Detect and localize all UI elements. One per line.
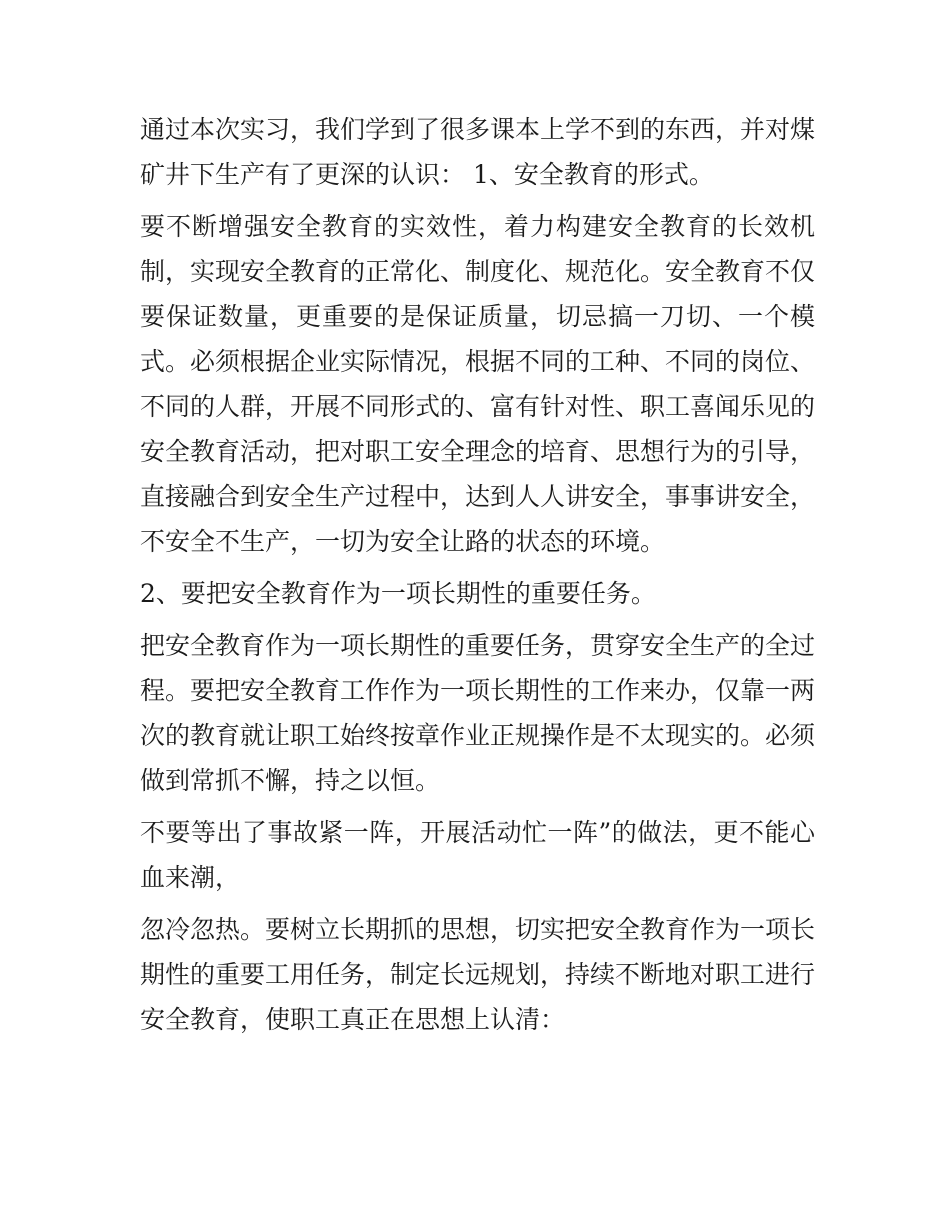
paragraph-heading-2: 2、要把安全教育作为一项长期性的重要任务。 — [140, 579, 656, 608]
paragraph-long-term-task: 把安全教育作为一项长期性的重要任务，贯穿安全生产的全过程。要把安全教育工作作为一项长期性的工作来办，仅靠一两次的教育就让职工始终按章作业正规操作是不太现实的。必须做到常抓不懈，持之以恒。 — [140, 631, 816, 795]
paragraph-intro: 通过本次实习，我们学到了很多课本上学不到的东西，并对煤矿井下生产有了更深的认识： 1、安全教育的形式。 — [140, 115, 816, 189]
paragraph-long-term-plan: 忽冷忽热。要树立长期抓的思想，切实把安全教育作为一项长期性的重要工用任务，制定长远规划，持续不断地对职工进行安全教育，使职工真正在思想上认清： — [140, 915, 816, 1034]
document-body — [140, 107, 815, 1049]
paragraph-avoid-short-term: 不要等出了事故紧一阵，开展活动忙一阵”的做法，更不能心血来潮， — [140, 818, 815, 892]
paragraph-education-effectiveness: 要不断增强安全教育的实效性，着力构建安全教育的长效机制，实现安全教育的正常化、制度化、规范化。安全教育不仅要保证数量，更重要的是保证质量，切忌搞一刀切、一个模式。必须根据企业实际情况，根据不同的工种、不同的岗位、不同的人群，开展不同形式的、富有针对性、职工喜闻乐见的安全教育活动，把对职工安全理念的培育、思想行为的引导，直接融合到安全生产过程中，达到人人讲安全，事事讲安全，不安全不生产，一切为安全让路的状态的环境。 — [140, 212, 816, 556]
